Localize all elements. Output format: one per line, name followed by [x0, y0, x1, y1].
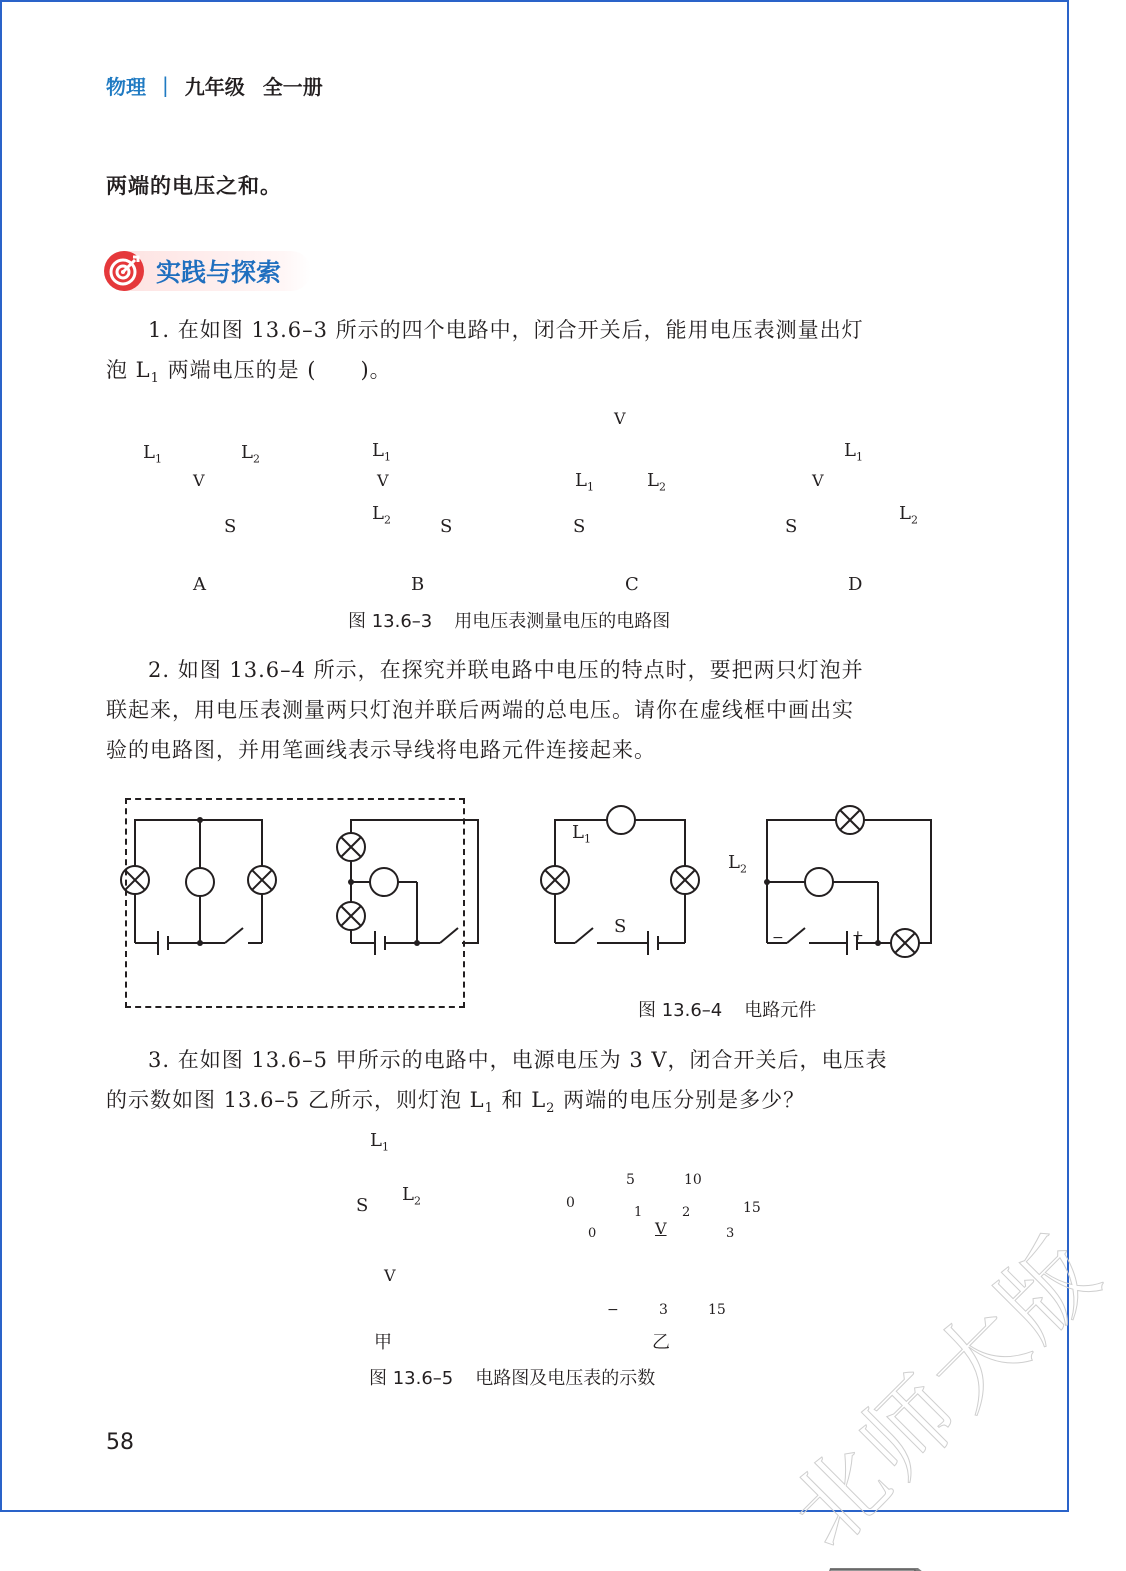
header-separator: | [162, 73, 169, 97]
q2-line3: 验的电路图，并用笔画线表示导线将电路元件连接起来。 [106, 738, 656, 762]
fig5-l2-label: $L_2$ [402, 1184, 421, 1208]
q1-line2 [106, 350, 392, 399]
fig4-plus-label: + [852, 928, 864, 944]
header-subject: 物理 [106, 74, 146, 99]
fig3-b-v: V [377, 471, 389, 490]
q2-line1: 2. 如图 13.6–4 所示，在探究并联电路中电压的特点时，要把两只灯泡并 [148, 658, 864, 682]
question-3 [106, 1040, 951, 1129]
fig4-l2-label: $L_2$ [728, 852, 747, 876]
fig5-v-label: V [384, 1266, 396, 1285]
option-a-label: A [193, 574, 206, 595]
section-heading [104, 248, 311, 294]
meter-unit: V [655, 1219, 667, 1238]
q3-line1: 3. 在如图 13.6–5 甲所示的电路中，电源电压为 3 V，闭合开关后，电压表 [148, 1048, 888, 1072]
fig5-caption: 图 13.6–5 电路图及电压表的示数 [369, 1368, 656, 1389]
figure-13-6-5-yi [0, 1150, 1069, 1350]
figure-13-6-4 [0, 780, 1069, 1010]
page-header [106, 70, 323, 100]
scale-lower-0: 0 [588, 1226, 597, 1241]
scale-upper-5: 5 [626, 1172, 635, 1188]
fig3-c-v: V [614, 409, 626, 428]
scale-upper-10: 10 [684, 1172, 702, 1188]
q1-line1: 1. 在如图 13.6–3 所示的四个电路中，闭合开关后，能用电压表测量出灯 [148, 318, 864, 342]
section-title: 实践与探索 [124, 251, 311, 291]
fig5-jia-label: 甲 [374, 1332, 392, 1353]
fig4-minus-label: − [772, 930, 784, 946]
fig3-a-l1: $L_1$ [143, 442, 162, 466]
q2-line2: 联起来，用电压表测量两只灯泡并联后两端的总电压。请你在虚线框中画出实 [106, 698, 854, 722]
fig3-b-l2: $L_2$ [372, 503, 391, 527]
fig5-s-label: S [356, 1195, 369, 1216]
fig3-b-s: S [440, 516, 453, 537]
fig5-l1-label: $L_1$ [370, 1130, 389, 1154]
q1-text-a: 泡 L [106, 358, 151, 382]
fig3-caption: 图 13.6–3 用电压表测量电压的电路图 [348, 611, 671, 632]
fig3-b-l1: $L_1$ [372, 440, 391, 464]
q1-sub: 1 [150, 371, 160, 387]
fig3-a-l2: $L_2$ [241, 442, 260, 466]
scale-lower-2: 2 [682, 1205, 691, 1220]
fig3-a-s: S [224, 516, 237, 537]
option-b-label: B [411, 574, 425, 595]
option-c-label: C [625, 574, 639, 595]
fig3-d-s: S [785, 516, 798, 537]
question-1 [106, 310, 951, 399]
fig3-a-v: V [193, 471, 205, 490]
scale-lower-1: 1 [634, 1205, 643, 1220]
fig3-c-s: S [573, 516, 586, 537]
figure-13-6-3 [0, 400, 1069, 600]
terminal-15: 15 [708, 1302, 726, 1318]
fig4-s-label: S [614, 916, 627, 937]
fig3-c-l2: $L_2$ [647, 470, 666, 494]
intro-text: 两端的电压之和。 [106, 174, 282, 198]
option-d-label: D [848, 574, 863, 595]
terminal-minus: − [607, 1302, 619, 1318]
question-2 [106, 650, 951, 770]
scale-lower-3: 3 [726, 1226, 735, 1241]
fig3-d-l2: $L_2$ [899, 503, 918, 527]
fig4-l1-label: $L_1$ [572, 822, 591, 846]
fig3-c-l1: $L_1$ [575, 470, 594, 494]
header-grade: 九年级 [184, 74, 245, 99]
scale-upper-0: 0 [566, 1195, 575, 1211]
fig4-caption: 图 13.6–4 电路元件 [638, 1000, 817, 1021]
watermark: 北师大版 [769, 1214, 1123, 1568]
scale-upper-15: 15 [743, 1200, 761, 1216]
header-volume: 全一册 [262, 74, 323, 99]
fig3-d-l1: $L_1$ [844, 440, 863, 464]
target-icon [104, 251, 144, 291]
terminal-3: 3 [659, 1302, 668, 1318]
q3-line2: 的示数如图 13.6–5 乙所示，则灯泡 $L_1$ 和 $L_2$ 两端的电压分别是多少？ [106, 1088, 806, 1117]
q1-text-b: 两端电压的是 ( )。 [159, 358, 392, 382]
fig5-yi-label: 乙 [652, 1332, 670, 1353]
page-number: 58 [106, 1430, 134, 1455]
fig3-d-v: V [812, 471, 824, 490]
